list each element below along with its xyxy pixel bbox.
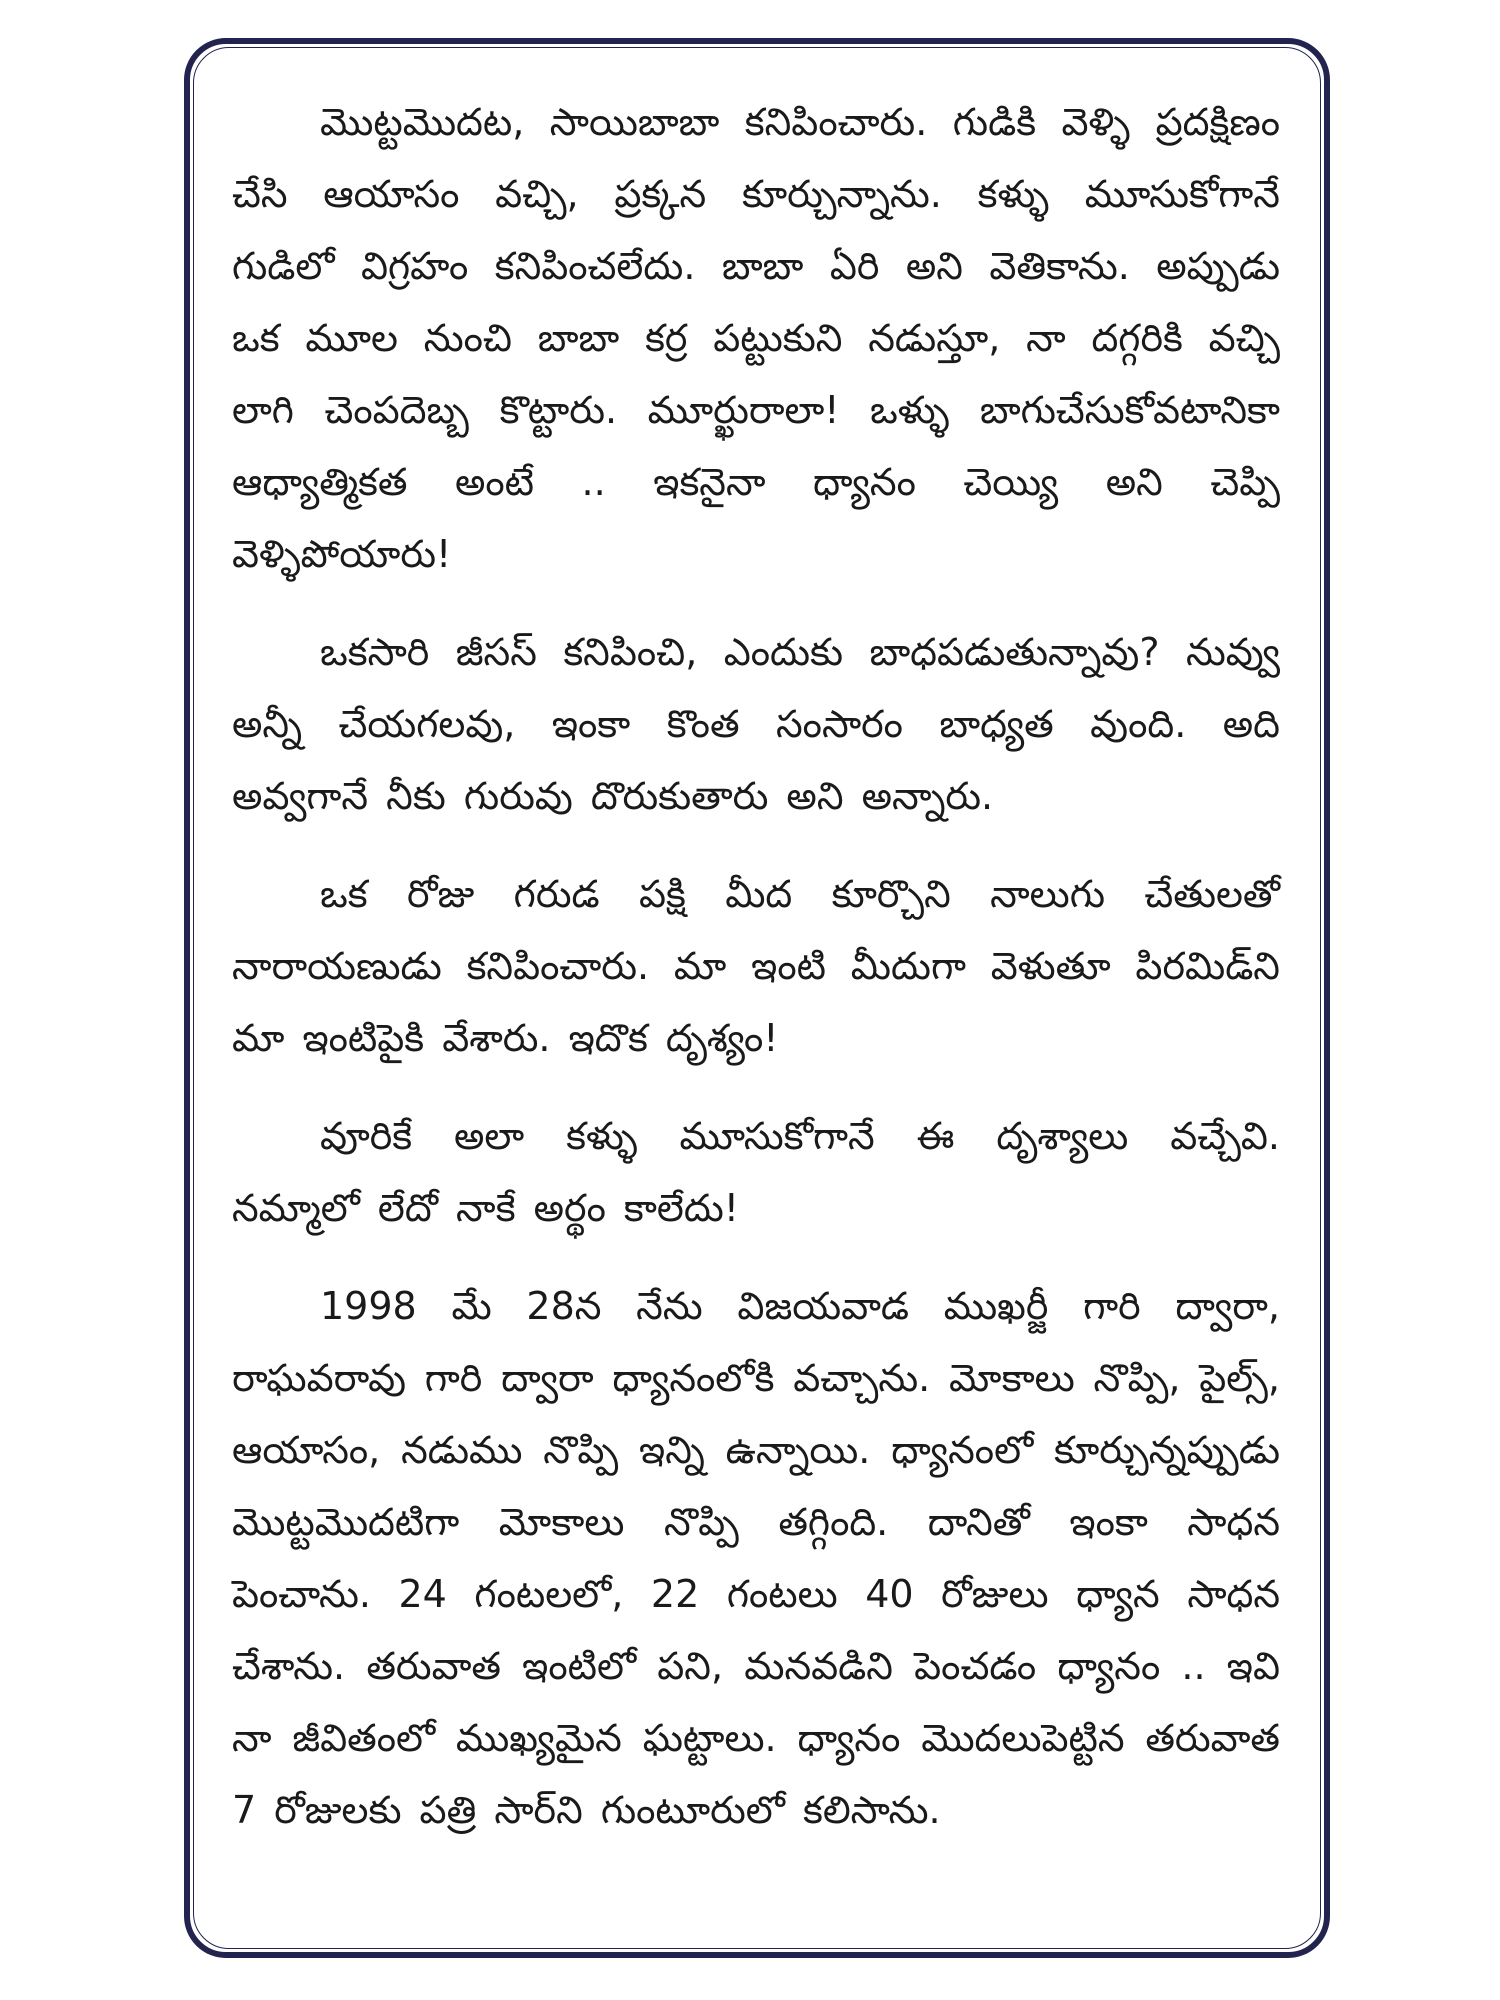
document-body [232, 86, 1280, 1846]
paragraph-jesus: ఒకసారి జీసస్ కనిపించి, ఎందుకు బాధపడుతున్నావు? నువ్వు అన్నీ చేయగలవు, ఇంకా కొంత సంసారం బాధ్యత వుంది. అది అవ్వగానే నీకు గురువు దొరుకుతారు అని అన్నారు. [232, 630, 1280, 818]
paragraph-meditation-1998: 1998 మే 28న నేను విజయవాడ ముఖర్జీ గారి ద్వారా, రాఘవరావు గారి ద్వారా ధ్యానంలోకి వచ్చాను. మోకాలు నొప్పి, పైల్స్, ఆయాసం, నడుము నొప్పి ఇన్ని ఉన్నాయి. ధ్యానంలో కూర్చున్నప్పుడు మొట్టమొదటిగా మోకాలు నొప్పి తగ్గింది. దానితో ఇంకా సాధన పెంచాను. 24 గంటలలో, 22 గంటలు 40 రోజులు ధ్యాన సాధన చేశాను. తరువాత ఇంటిలో పని, మనవడిని పెంచడం ధ్యానం .. ఇవి నా జీవితంలో ముఖ్యమైన ఘట్టాలు. ధ్యానం మొదలుపెట్టిన తరువాత 7 రోజులకు పత్రి సార్‌ని గుంటూరులో కలిసాను. [232, 1284, 1280, 1832]
paragraph-visions: వూరికే అలా కళ్ళు మూసుకోగానే ఈ దృశ్యాలు వచ్చేవి. నమ్మాలో లేదో నాకే అర్థం కాలేదు! [232, 1114, 1280, 1230]
paragraph-narayana: ఒక రోజు గరుడ పక్షి మీద కూర్చొని నాలుగు చేతులతో నారాయణుడు కనిపించారు. మా ఇంటి మీదుగా వెళుతూ పిరమిడ్‌ని మా ఇంటిపైకి వేశారు. ఇదొక దృశ్యం! [232, 872, 1280, 1060]
paragraph-sai-baba: మొట్టమొదట, సాయిబాబా కనిపించారు. గుడికి వెళ్ళి ప్రదక్షిణం చేసి ఆయాసం వచ్చి, ప్రక్కన కూర్చున్నాను. కళ్ళు మూసుకోగానే గుడిలో విగ్రహం కనిపించలేదు. బాబా ఏరి అని వెతికాను. అప్పుడు ఒక మూల నుంచి బాబా కర్ర పట్టుకుని నడుస్తూ, నా దగ్గరికి వచ్చి లాగి చెంపదెబ్బ కొట్టారు. మూర్ఖురాలా! ఒళ్ళు బాగుచేసుకోవటానికా ఆధ్యాత్మికత అంటే .. ఇకనైనా ధ్యానం చెయ్యి అని చెప్పి వెళ్ళిపోయారు! [232, 100, 1280, 576]
